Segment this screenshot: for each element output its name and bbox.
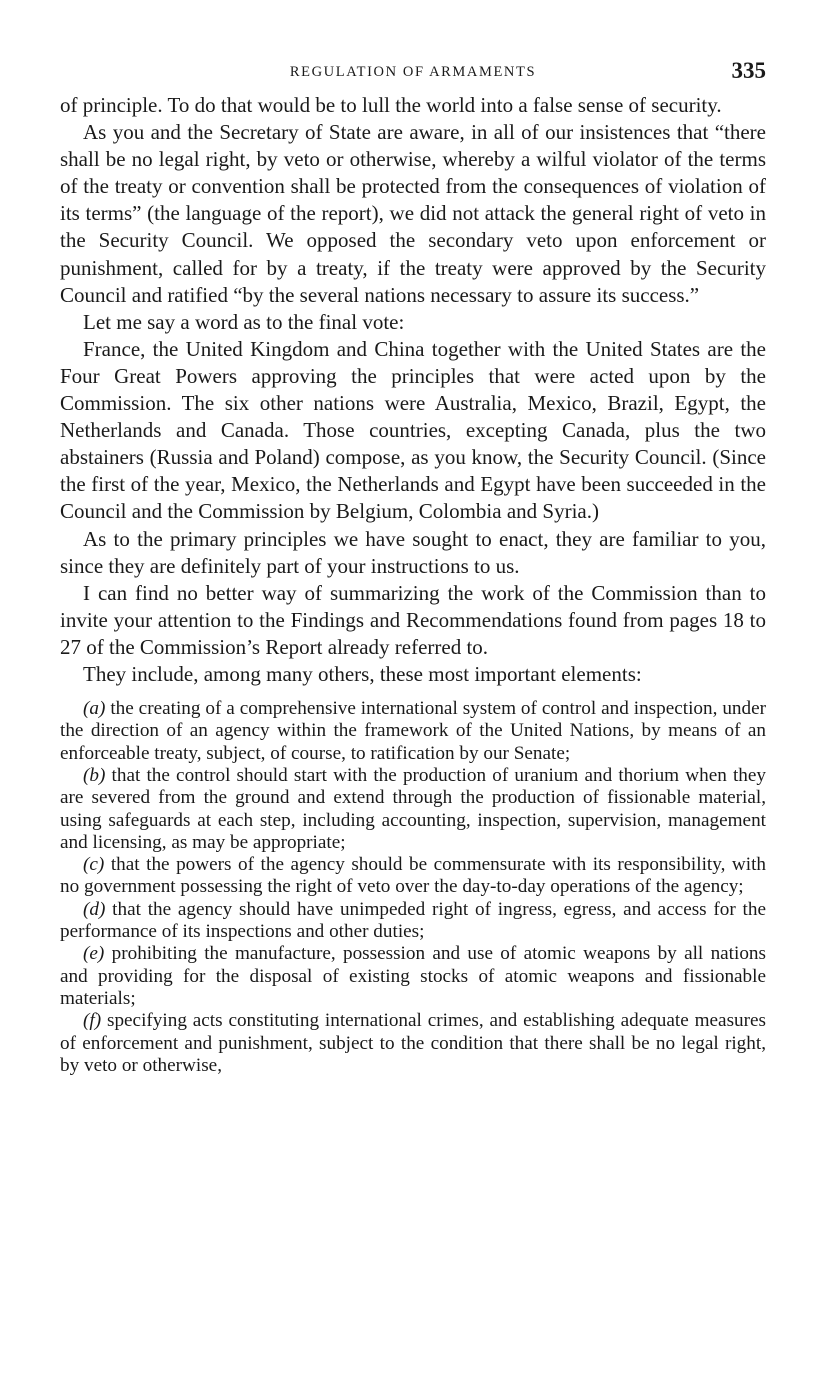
list-item-text: the creating of a comprehensive international system of control and inspection, under the direction of an agency within the framework of the United Nations, by means of an enforceable treaty, subject, of course, to ratification by our Senate; (60, 698, 767, 764)
list-item-text: prohibiting the manufacture, possession and use of atomic weapons by all nations and providing for the disposal of existing stocks of atomic weapons and fissionable materials; (60, 943, 766, 1009)
elements-list (60, 698, 766, 1077)
list-item (60, 899, 766, 944)
body-text (60, 92, 766, 688)
list-item (60, 943, 766, 1010)
list-item (60, 1010, 766, 1077)
page-number: 335 (731, 58, 766, 83)
list-item-letter: (e) (83, 943, 105, 965)
paragraph: They include, among many others, these most important elements: (83, 661, 642, 686)
running-title: REGULATION OF ARMAMENTS (289, 64, 537, 80)
paragraph: I can find no better way of summarizing the work of the Commission than to invite your attention to the Findings and Recommendations found from pages 18 to 27 of the Commission’s Report already referred to. (60, 580, 766, 659)
list-item-letter: (c) (83, 854, 105, 876)
list-item-letter: (f) (83, 1010, 102, 1032)
list-item (60, 698, 766, 765)
list-item-letter: (b) (83, 764, 106, 786)
list-item (60, 854, 766, 899)
running-header (60, 58, 766, 88)
list-item-letter: (d) (83, 898, 106, 920)
paragraph: As to the primary principles we have sought to enact, they are familiar to you, since they are definitely part of your instructions to us. (60, 526, 766, 578)
list-item-letter: (a) (83, 698, 106, 720)
paragraph: of principle. To do that would be to lull the world into a false sense of security. (60, 93, 722, 117)
list-item (60, 765, 766, 854)
paragraph: Let me say a word as to the final vote: (83, 309, 405, 334)
list-item-text: that the powers of the agency should be commensurate with its responsibility, with no government possessing the right of veto over the day-to-day operations of the agency; (60, 854, 767, 898)
list-item-text: that the control should start with the production of uranium and thorium when they are severed from the ground and extend through the production of fissionable material, using safeguards at each step, including accounting, inspection, supervision, management and licensing, as may be appropriate; (60, 764, 766, 853)
document-page (60, 58, 766, 1077)
paragraph: France, the United Kingdom and China together with the United States are the Four Great Powers approving the principles that were acted upon by the Commission. The six other nations were Australia, Mexico, Brazil, Egypt, the Netherlands and Canada. Those countries, excepting Canada, plus the two abstainers (Russia and Poland) compose, as you know, the Security Council. (Since the first of the year, Mexico, the Netherlands and Egypt have been succeeded in the Council and the Commission by Belgium, Colombia and Syria.) (60, 336, 766, 524)
list-item-text: specifying acts constituting international crimes, and establishing adequate measures of enforcement and punishment, subject to the condition that there shall be no legal right, by veto or otherwise, (60, 1010, 767, 1076)
paragraph: As you and the Secretary of State are aware, in all of our insistences that “there shall be no legal right, by veto or otherwise, whereby a wilful violator of the terms of the treaty or convention shall be protected from the consequences of violation of its terms” (the language of the report), we did not attack the general right of veto in the Security Council. We opposed the secondary veto upon enforcement or punishment, called for by a treaty, if the treaty were approved by the Security Council and ratified “by the several nations necessary to assure its success.” (60, 120, 766, 307)
list-item-text: that the agency should have unimpeded right of ingress, egress, and access for the performance of its inspections and other duties; (60, 898, 767, 943)
